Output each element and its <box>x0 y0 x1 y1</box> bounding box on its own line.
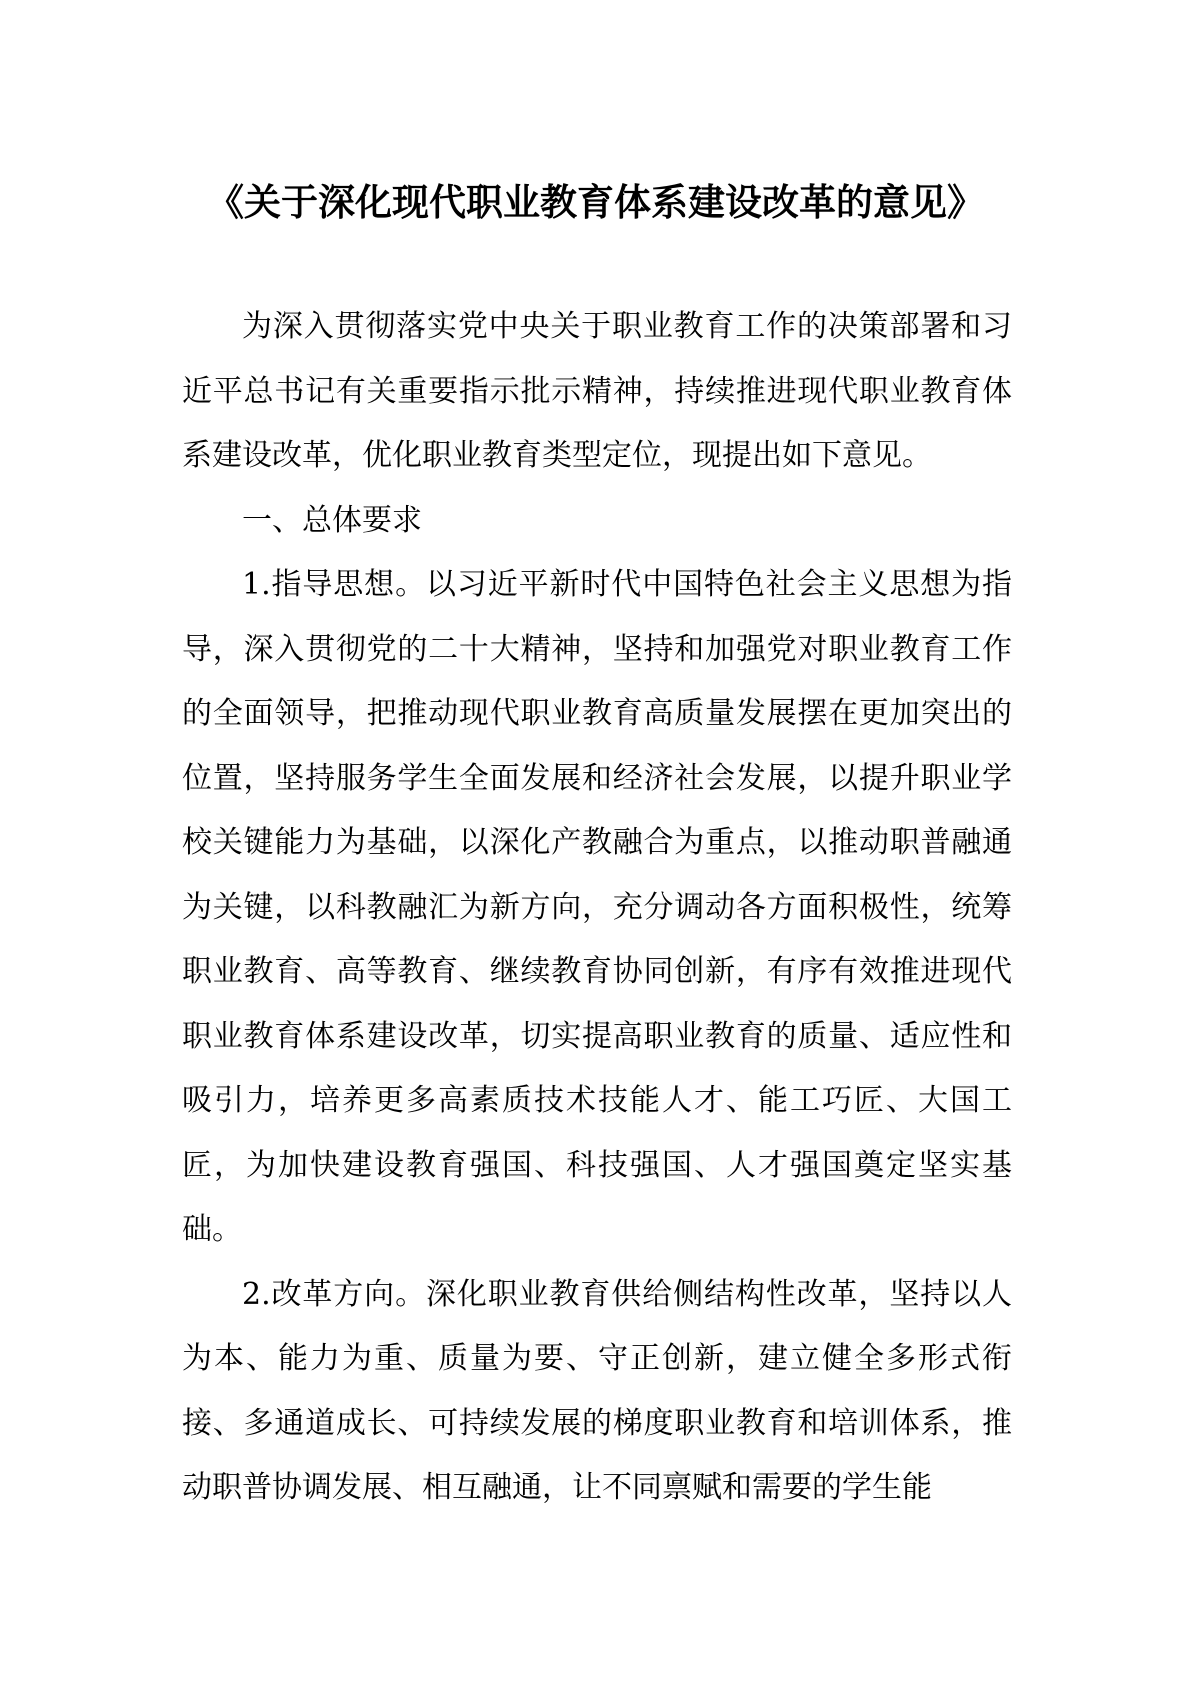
paragraph-guiding-ideology: 1.指导思想。以习近平新时代中国特色社会主义思想为指导，深入贯彻党的二十大精神，坚持和加强党对职业教育工作的全面领导，把推动现代职业教育高质量发展摆在更加突出的位置，坚持服务学生全面发展和经济社会发展，以提升职业学校关键能力为基础，以深化产教融合为重点，以推动职普融通为关键，以科教融汇为新方向，充分调动各方面积极性，统筹职业教育、高等教育、继续教育协同创新，有序有效推进现代职业教育体系建设改革，切实提高职业教育的质量、适应性和吸引力，培养更多高素质技术技能人才、能工巧匠、大国工匠，为加快建设教育强国、科技强国、人才强国奠定坚实基础。 <box>182 567 1012 1247</box>
paragraph-intro: 为深入贯彻落实党中央关于职业教育工作的决策部署和习近平总书记有关重要指示批示精神，持续推进现代职业教育体系建设改革，优化职业教育类型定位，现提出如下意见。 <box>182 309 1012 473</box>
paragraph-reform-direction: 2.改革方向。深化职业教育供给侧结构性改革，坚持以人为本、能力为重、质量为要、守正创新，建立健全多形式衔接、多通道成长、可持续发展的梯度职业教育和培训体系，推动职普协调发展、相互融通，让不同禀赋和需要的学生能 <box>182 1276 1012 1505</box>
document-body <box>182 295 1012 1521</box>
section-heading-general-requirements: 一、总体要求 <box>242 502 422 538</box>
document-title: 《关于深化现代职业教育体系建设改革的意见》 <box>207 181 984 224</box>
